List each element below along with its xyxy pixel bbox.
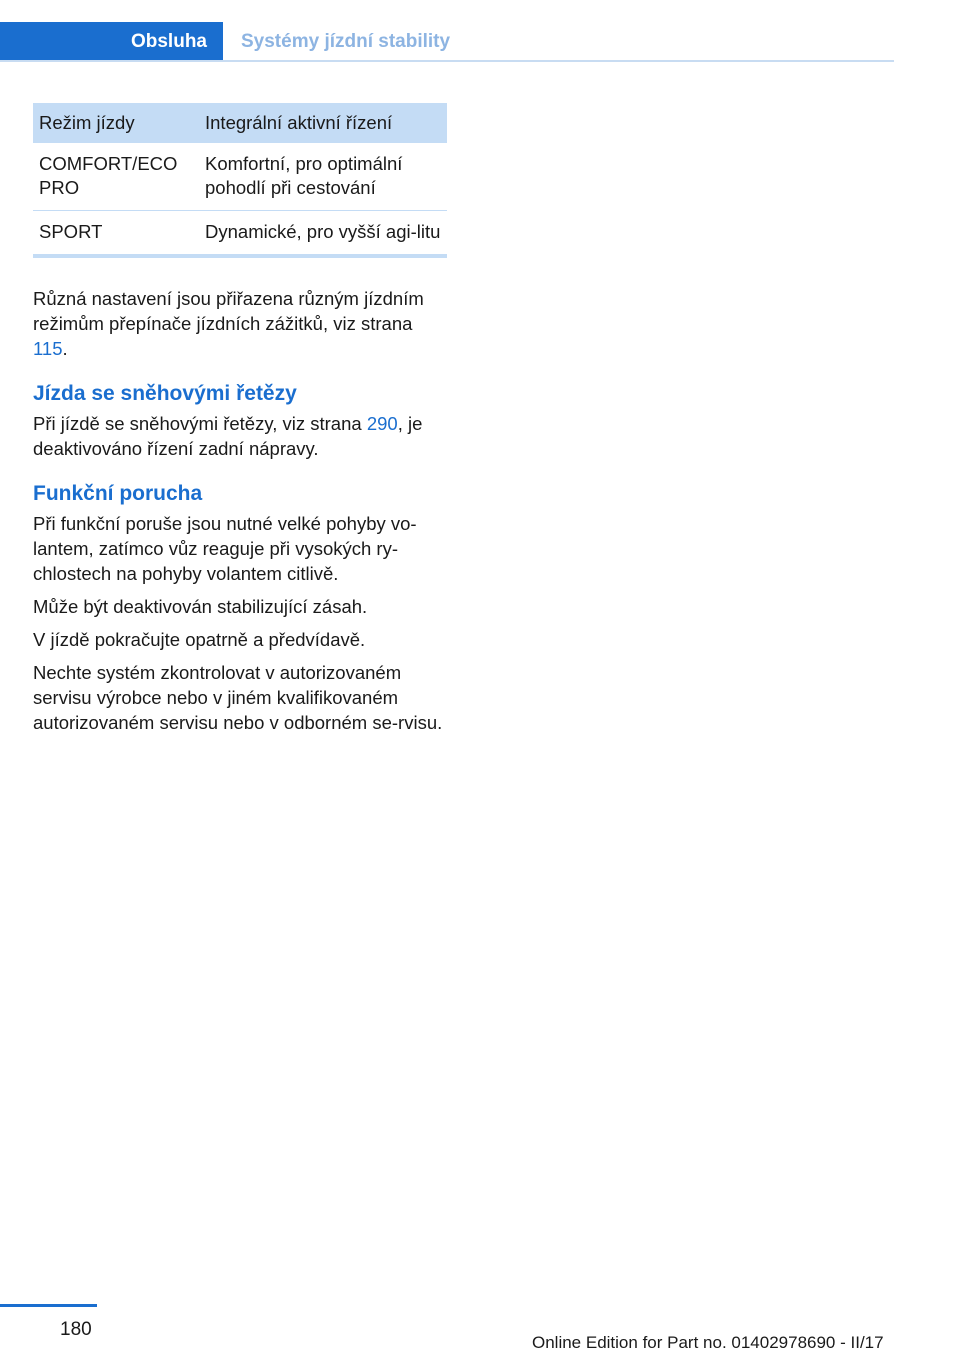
intro-text: Různá nastavení jsou přiřazena různým jízdním režimům přepínače jízdních zážitků, viz strana	[33, 288, 424, 334]
spacer	[33, 652, 447, 660]
table-row	[33, 211, 447, 257]
table-row	[33, 143, 447, 211]
malfunction-paragraph: Může být deaktivován stabilizující zásah.	[33, 596, 368, 617]
driving-mode-table	[33, 103, 447, 258]
malfunction-paragraph: V jízdě pokračujte opatrně a předvídavě.	[33, 629, 366, 650]
malfunction-paragraph: Při funkční poruše jsou nutné velké pohyby vo‐lantem, zatímco vůz reaguje při vysokých ry‐chlostech na pohyby volantem citlivě.	[33, 513, 417, 584]
chapter-tab[interactable]: Obsluha	[0, 22, 223, 62]
snow-chains-heading: Jízda se sněhovými řetězy	[33, 382, 297, 405]
table-header-mode: Režim jízdy	[33, 103, 199, 143]
table-cell-mode: COMFORT/ECO PRO	[33, 143, 199, 211]
footer-divider	[0, 1304, 97, 1307]
table-cell-description: Dynamické, pro vyšší agi‐litu	[199, 211, 447, 257]
section-tab[interactable]: Systémy jízdní stability	[241, 31, 451, 52]
spacer	[33, 619, 447, 627]
intro-paragraph	[33, 286, 447, 361]
page-link-115[interactable]: 115	[33, 338, 63, 359]
page-content	[33, 103, 447, 735]
spacer	[33, 258, 447, 286]
malfunction-paragraph: Nechte systém zkontrolovat v autorizovaném servisu výrobce nebo v jiném kvalifikovaném autorizovaném servisu nebo v odborném se‐rvisu.	[33, 662, 443, 733]
table-header-row	[33, 103, 447, 143]
table-cell-mode: SPORT	[33, 211, 199, 257]
page-header	[0, 22, 894, 62]
snow-chains-text: Při jízdě se sněhovými řetězy, viz strana	[33, 413, 367, 434]
intro-text-end: .	[62, 338, 68, 359]
snow-chains-text-end: , je deaktivováno řízení zadní nápravy.	[33, 413, 423, 459]
header-divider	[0, 60, 894, 62]
table-cell-description: Komfortní, pro optimální pohodlí při cestování	[199, 143, 447, 211]
page-link-290[interactable]: 290	[366, 413, 398, 434]
spacer	[33, 586, 447, 594]
page-number: 180	[60, 1319, 92, 1340]
edition-note: Online Edition for Part no. 01402978690 - II/17	[532, 1333, 884, 1352]
malfunction-heading: Funkční porucha	[33, 482, 203, 505]
table-header-steering: Integrální aktivní řízení	[199, 103, 447, 143]
snow-chains-paragraph	[33, 411, 447, 461]
